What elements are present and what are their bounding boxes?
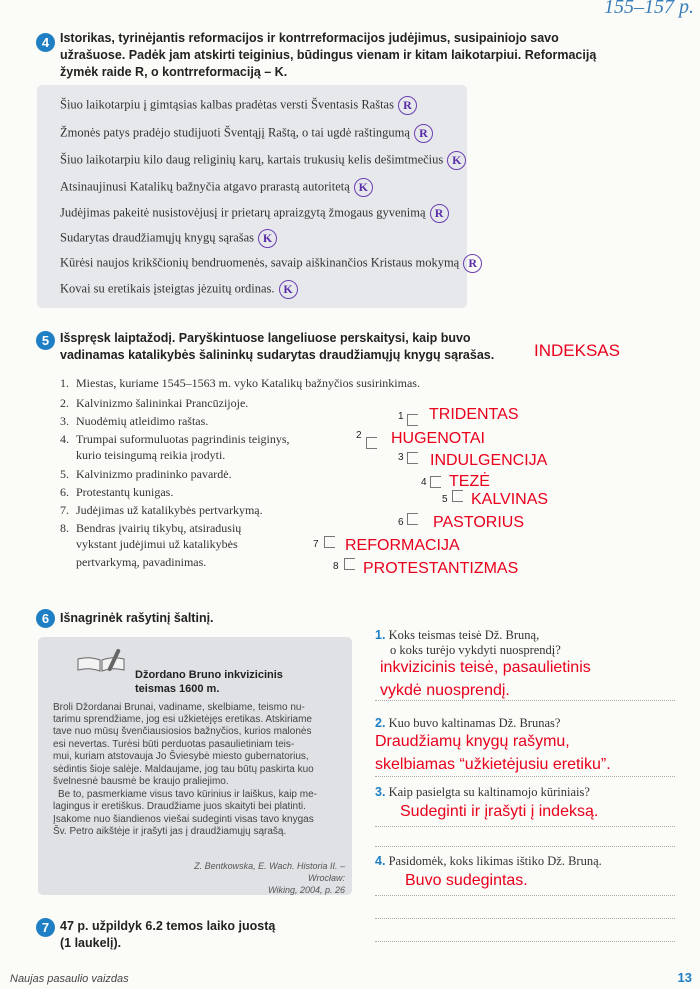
source-line: Šv. Petro aikštėje ir įrašyti jas į draudžiamųjų sąrašą. [53,826,287,837]
statement-item [60,280,298,299]
answer-line [375,895,675,896]
source-line: švelnesnė bausmė be kraujo praliejimo. [53,776,229,787]
question-number: 3. [375,785,386,799]
source-line: Broli Džordanai Brunai, vadiname, skelbiame, teismo nu- [53,702,305,713]
answer-line [375,846,675,847]
clue-item: 3. Nuodėmių atleidimo raštas. [60,414,209,428]
crossword-answer-8: PROTESTANTIZMAS [363,560,519,577]
statement-text: Kovai su eretikais įsteigtas jėzuitų ordinas. [60,281,275,296]
source-line: Įsakome nuo šiandienos viešai sudeginti visas tavo knygas [53,814,314,825]
answer-2-line1: Draudžiamų knygų rašymu, [375,733,570,750]
statement-text: Sudarytas draudžiamųjų knygų sąrašas [60,230,255,245]
source-line: tave nuo mūsų švenčiausiosios bažnyčios, kurios malonės [53,726,312,737]
source-citation [155,860,345,896]
citation-line1: Z. Bentkowska, E. Wach. Historia II. – Wrocław: [194,861,345,883]
answer-line [375,826,675,827]
crossword-answer-2: HUGENOTAI [391,430,485,447]
answer-mark: K [447,151,466,170]
crossword-number: 8 [333,561,339,572]
task-4-title-line2: užrašuose. Padėk jam atskirti teiginius, būdingus vienam ir kitam laikotarpiui. Reformaciją [60,48,597,62]
crossword-number: 1 [398,411,404,422]
answer-4: Buvo sudegintas. [405,872,528,889]
statement-text: Šiuo laikotarpiu į gimtąsias kalbas pradėtas versti Šventasis Raštas [60,97,394,112]
task-6-number: 6 [36,609,55,628]
answer-mark: K [279,280,298,299]
crossword-row [344,558,355,570]
source-line: esi nevertas. Turėsi būti perduotas pasaulietiniam teis- [53,739,295,750]
statement-item [60,151,466,170]
crossword-answer-1: TRIDENTAS [429,406,519,423]
page-reference: 155–157 p. [604,0,694,18]
clue-item: 8. Bendras įvairių tikybų, atsiradusių [60,521,242,535]
question-text: Koks teismas teisė Dž. Bruną, [388,628,540,642]
statement-item [60,254,482,273]
task-7-title-line2: (1 laukelį). [60,936,122,950]
question-text: Pasidomėk, koks likimas ištiko Dž. Bruną. [388,854,602,868]
crossword-row [430,476,441,488]
question-number: 4. [375,854,386,868]
clue-item: 4. Trumpai suformuluotas pagrindinis teiginys, [60,432,290,446]
crossword-row [407,452,418,464]
statement-item [60,96,417,115]
answer-1-line1: inkvizicinis teisė, pasaulietinis [380,659,591,676]
crossword-row [366,437,377,449]
task-6-title: Išnagrinėk rašytinį šaltinį. [60,611,214,625]
question-1 [375,628,561,658]
source-line: lagingus ir eretiškus. Draudžiame juos skaityti bei platinti. [53,801,306,812]
clue-item: 6. Protestantų kunigas. [60,485,174,499]
crossword-answer-4: TEZĖ [449,473,490,490]
source-title-line1: Džordano Bruno inkvizicinis [135,669,283,681]
crossword-row [324,536,335,548]
crossword-row [452,490,463,502]
task-4-title [60,30,690,81]
crossword-row [407,414,418,426]
task-4-title-line1: Istorikas, tyrinėjantis reformacijos ir kontrreformacijos judėjimus, susipainiojo savo [60,31,559,45]
answer-2-line2: skelbiamas “užkietėjusiu eretiku”. [375,756,611,773]
page-number: 13 [677,970,692,985]
statement-item [60,204,449,223]
question-4 [375,854,602,869]
question-text: Kaip pasielgta su kaltinamojo kūriniais? [388,785,590,799]
question-number: 2. [375,716,386,730]
crossword-number: 7 [313,539,319,550]
crossword-answer-6: PASTORIUS [433,514,524,531]
statement-item [60,124,433,143]
source-line: sėdintis šioje salėje. Maldaujame, jog tau būtų paskirta kuo [53,764,314,775]
statement-text: Kūrėsi naujos krikščionių bendruomenės, savaip aiškinančios Kristaus mokymą [60,255,460,270]
task-4-title-line3: žymėk raide R, o kontrreformaciją – K. [60,65,288,79]
task-7-title-line1: 47 p. užpildyk 6.2 temos laiko juostą [60,919,276,933]
answer-line [375,918,675,919]
question-number: 1. [375,628,386,642]
crossword-answer-3: INDULGENCIJA [430,452,548,469]
open-book-icon [76,655,126,673]
answer-mark: K [258,229,277,248]
book-title: Naujas pasaulio vaizdas [10,973,129,985]
crossword-answer-7: REFORMACIJA [345,537,460,554]
source-line: Be to, pasmerkiame visus tavo kūrinius ir laiškus, kaip me- [58,789,317,800]
clue-item: pertvarkymą, pavadinimas. [76,555,207,569]
answer-line [375,941,675,942]
answer-mark: R [414,124,433,143]
statement-item [60,229,277,248]
clue-item: kurio teisingumą reikia įrodyti. [76,448,226,462]
answer-3: Sudeginti ir įrašyti į indeksą. [400,803,599,820]
crossword-row [407,513,418,525]
crossword-number: 6 [398,517,404,528]
crossword-number: 2 [356,430,362,441]
clue-item: vykstant judėjimui už katalikybės [76,537,238,551]
answer-1-line2: vykdė nuosprendį. [380,682,510,699]
answer-line [375,776,675,777]
clue-item: 2. Kalvinizmo šalininkai Prancūzijoje. [60,396,249,410]
answer-line [375,700,675,701]
task-5-title-line1: Išspręsk laiptažodį. Paryškintuose langeliuose perskaitysi, kaip buvo [60,331,471,345]
source-line: mui, kuriam atstovauja Jo Šviesybė miesto gubernatorius, [53,751,309,762]
task-5-title [60,330,530,364]
crossword-number: 5 [442,494,448,505]
source-title-line2: teismas 1600 m. [135,683,220,695]
statement-text: Žmonės patys pradėjo studijuoti Šventąjį Raštą, o tai ugdė raštingumą [60,125,410,140]
source-line: tarimu sprendžiame, jog esi užkietėjęs eretikas. Atskiriame [53,714,312,725]
answer-mark: R [398,96,417,115]
question-text-cont: o koks turėjo vykdyti nuosprendį? [390,643,561,657]
question-3 [375,785,590,800]
task-4-number: 4 [36,33,55,52]
statement-item [60,178,373,197]
source-title [135,668,283,696]
answer-mark: R [463,254,482,273]
question-2 [375,716,560,731]
answer-mark: K [354,178,373,197]
citation-line2: Wiking, 2004, p. 26 [268,885,345,895]
answer-mark: R [430,204,449,223]
clue-item: 1. Miestas, kuriame 1545–1563 m. vyko Katalikų bažnyčios susirinkimas. [60,376,420,390]
crossword-number: 3 [398,452,404,463]
statement-text: Atsinaujinusi Katalikų bažnyčia atgavo prarastą autoritetą [60,179,350,194]
statement-text: Judėjimas pakeitė nusistovėjusį ir prietarų apraizgytą žmogaus gyvenimą [60,205,426,220]
task-7-title [60,918,275,952]
main-answer: INDEKSAS [534,341,620,360]
crossword-answer-5: KALVINAS [471,491,549,508]
crossword-number: 4 [421,477,427,488]
task-5-title-line2: vadinamas katalikybės šalininkų sudarytas draudžiamųjų knygų sąrašas. [60,348,495,362]
clue-item: 5. Kalvinizmo pradininko pavardė. [60,467,232,481]
task-5-number: 5 [36,331,55,350]
clue-item: 7. Judėjimas už katalikybės pertvarkymą. [60,503,263,517]
question-text: Kuo buvo kaltinamas Dž. Brunas? [388,716,561,730]
task-7-number: 7 [36,918,55,937]
statement-text: Šiuo laikotarpiu kilo daug religinių karų, kartais trukusių kelis dešimtmečius [60,152,444,167]
